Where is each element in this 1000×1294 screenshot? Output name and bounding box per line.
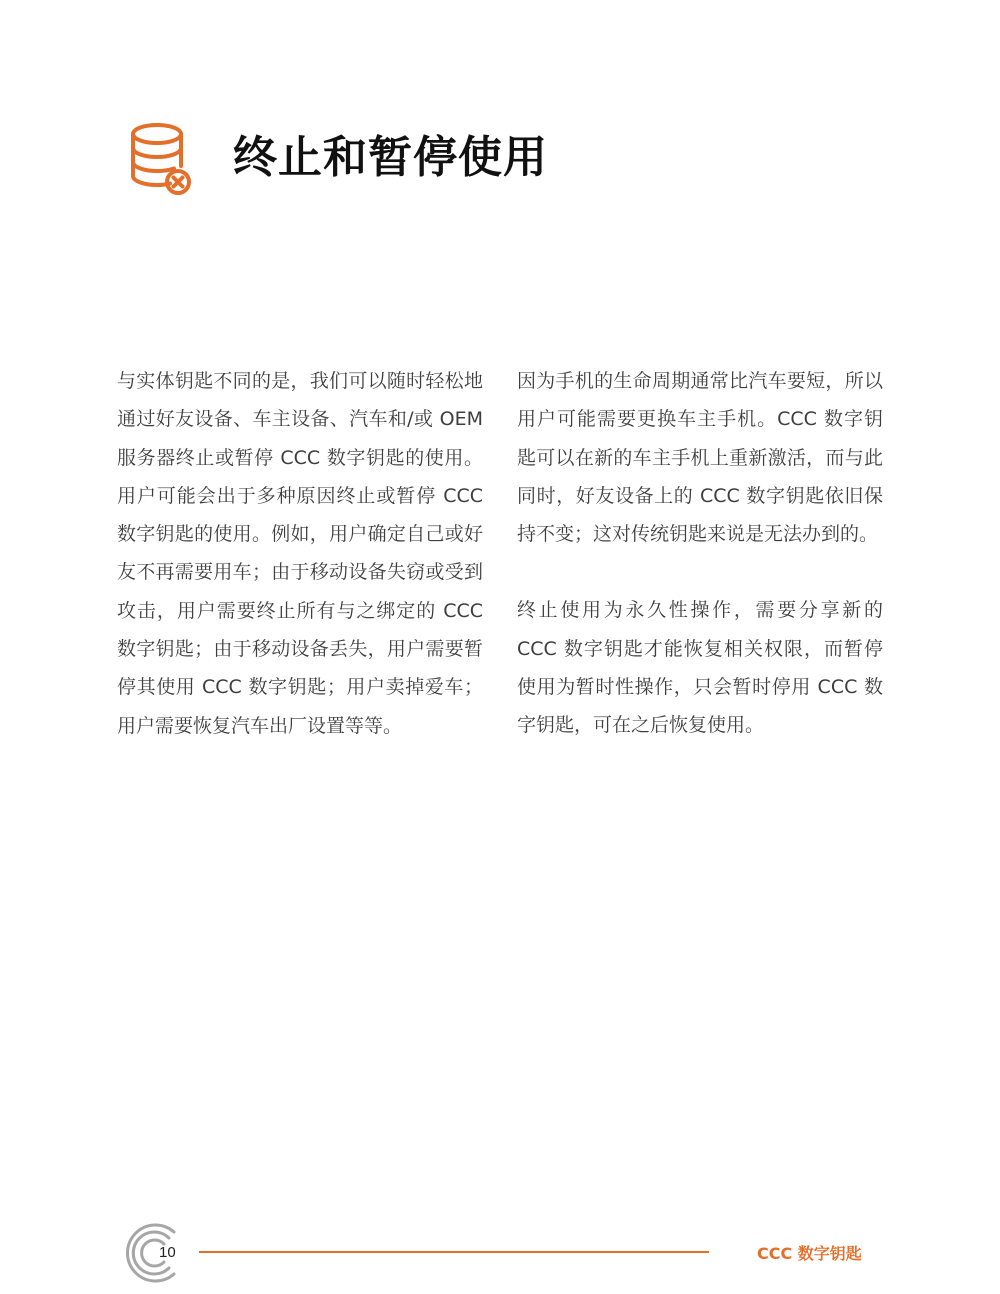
page-number: 10 <box>159 1244 176 1261</box>
footer-brand-label: CCC 数字钥匙 <box>757 1244 862 1263</box>
paragraph: 终止使用为永久性操作，需要分享新的 CCC 数字钥匙才能恢复相关权限，而暂停使用为暂时性操作，只会暂时停用 CCC 数字钥匙，可在之后恢复使用。 <box>517 599 883 737</box>
paragraph: 与实体钥匙不同的是，我们可以随时轻松地通过好友设备、车主设备、汽车和/或 OEM 服务器终止或暂停 CCC 数字钥匙的使用。用户可能会出于多种原因终止或暂停 CCC 数字钥匙的使用。例如，用户确定自己或好友不再需要用车；由于移动设备失窃或受到攻击，用户需要终止所有与之绑定的 CCC 数字钥匙；由于移动设备丢失，用户需要暂停其使用 CCC 数字钥匙；用户卖掉爱车；用户需要恢复汽车出厂设置等等。 <box>117 370 483 737</box>
right-column <box>517 362 883 783</box>
database-delete-icon <box>128 122 194 198</box>
footer-divider <box>199 1251 709 1253</box>
page-title: 终止和暂停使用 <box>233 132 548 183</box>
paragraph: 因为手机的生命周期通常比汽车要短，所以用户可能需要更换车主手机。CCC 数字钥匙可以在新的车主手机上重新激活，而与此同时，好友设备上的 CCC 数字钥匙依旧保持不变；这对传统钥匙来说是无法办到的。 <box>517 370 883 546</box>
ccc-arc-logo-icon <box>124 1222 186 1284</box>
left-column <box>117 362 483 783</box>
